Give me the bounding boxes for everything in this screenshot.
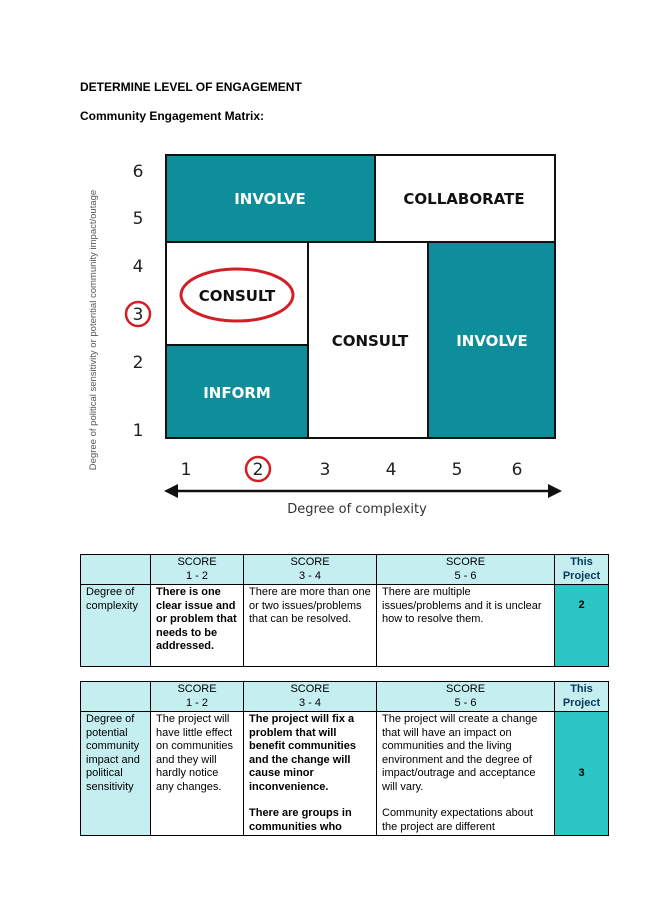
label-collaborate: COLLABORATE (403, 190, 525, 208)
complexity-score-5-6: There are multiple issues/problems and it is unclear how to resolve them. (377, 585, 555, 667)
impact-score-5-6 (377, 712, 555, 836)
row-label-impact: Degree of potential community impact and political sensitivity (81, 712, 151, 836)
x-tick-4: 4 (385, 460, 397, 480)
header-score-3-4: SCORE 3 - 4 (244, 682, 377, 712)
label-involve-right: INVOLVE (456, 332, 528, 350)
header-blank (81, 682, 151, 712)
complexity-score-1-2: There is one clear issue and or problem that needs to be addressed. (151, 585, 244, 667)
impact-score-3-4-para1: The project will fix a problem that will benefit communities and the change will cause minor inconvenience. (249, 713, 356, 793)
header-score-5-6: SCORE 5 - 6 (377, 555, 555, 585)
y-tick-2: 2 (132, 353, 144, 373)
page-title: DETERMINE LEVEL OF ENGAGEMENT (80, 80, 302, 94)
y-tick-1: 1 (132, 421, 144, 441)
header-score-1-2: SCORE 1 - 2 (151, 682, 244, 712)
header-this-project: This Project (555, 555, 609, 585)
impact-project-score: 3 (555, 712, 609, 836)
label-involve-top: INVOLVE (234, 190, 306, 208)
y-tick-4: 4 (132, 257, 144, 277)
x-tick-5: 5 (451, 460, 463, 480)
impact-score-5-6-para1: The project will create a change that will have an impact on communities and the living environment and the degree of impact/outrage and acceptance will vary. (382, 713, 538, 793)
y-tick-3: 3 (132, 305, 144, 325)
x-tick-1: 1 (180, 460, 192, 480)
header-this-project: This Project (555, 682, 609, 712)
label-consult-mid: CONSULT (331, 332, 409, 350)
complexity-score-table (80, 554, 609, 667)
impact-score-5-6-para2: Community expectations about the project are different (382, 807, 534, 833)
impact-score-3-4-para2: There are groups in communities who (249, 807, 352, 833)
x-tick-3: 3 (319, 460, 331, 480)
impact-score-table (80, 681, 609, 836)
header-score-3-4: SCORE 3 - 4 (244, 555, 377, 585)
header-score-5-6: SCORE 5 - 6 (377, 682, 555, 712)
header-blank (81, 555, 151, 585)
engagement-matrix (80, 140, 580, 525)
impact-score-1-2: The project will have little effect on communities and they will hardly notice any changes. (151, 712, 244, 836)
x-axis-label: Degree of complexity (287, 502, 427, 517)
header-score-1-2: SCORE 1 - 2 (151, 555, 244, 585)
impact-score-3-4 (244, 712, 377, 836)
x-tick-6: 6 (511, 460, 523, 480)
complexity-project-score: 2 (555, 585, 609, 667)
y-tick-5: 5 (132, 209, 144, 229)
x-tick-2: 2 (252, 460, 264, 480)
y-axis-label: Degree of political sensitivity or potential community impact/outage (88, 189, 99, 471)
row-label-complexity: Degree of complexity (81, 585, 151, 667)
x-axis-arrow (164, 484, 562, 498)
matrix-subtitle: Community Engagement Matrix: (80, 109, 265, 123)
complexity-score-3-4: There are more than one or two issues/problems that can be resolved. (244, 585, 377, 667)
y-tick-6: 6 (132, 162, 144, 182)
label-consult-circled: CONSULT (198, 287, 276, 305)
label-inform: INFORM (203, 384, 271, 402)
